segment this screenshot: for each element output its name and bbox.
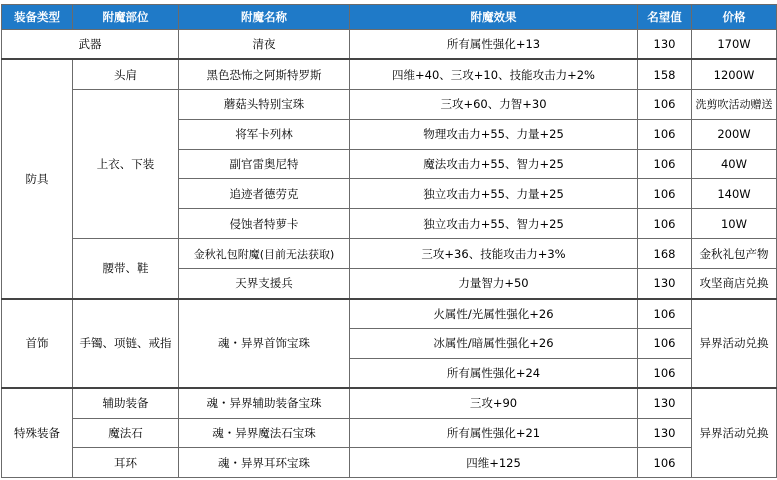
armor-type: 防具 xyxy=(2,59,73,298)
slot-top-bottom: 上衣、下装 xyxy=(73,89,179,238)
enchant-effect: 三攻+90 xyxy=(350,388,638,418)
price-value: 170W xyxy=(692,30,777,60)
enchant-name: 魂・异界辅助装备宝珠 xyxy=(179,388,350,418)
table-row xyxy=(2,239,777,269)
table-row xyxy=(2,448,777,478)
table-row xyxy=(2,299,777,329)
header-type: 装备类型 xyxy=(2,5,73,30)
enchant-name: 追迹者德劳克 xyxy=(179,179,350,209)
price-value: 10W xyxy=(692,209,777,239)
special-type: 特殊装备 xyxy=(2,388,73,478)
enchant-effect: 物理攻击力+55、力量+25 xyxy=(350,119,638,149)
header-slot: 附魔部位 xyxy=(73,5,179,30)
table-row xyxy=(2,89,777,119)
fame-value: 106 xyxy=(638,448,692,478)
enchant-effect: 所有属性强化+24 xyxy=(350,358,638,388)
slot-accessory: 手镯、项链、戒指 xyxy=(73,299,179,389)
fame-value: 106 xyxy=(638,119,692,149)
enchant-name: 将军卡列林 xyxy=(179,119,350,149)
enchant-name: 金秋礼包附魔(目前无法获取) xyxy=(179,239,350,269)
enchant-effect: 独立攻击力+55、智力+25 xyxy=(350,209,638,239)
fame-value: 168 xyxy=(638,239,692,269)
enchant-name: 副官雷奥尼特 xyxy=(179,149,350,179)
enchant-name: 黑色恐怖之阿斯特罗斯 xyxy=(179,59,350,89)
enchant-effect: 所有属性强化+13 xyxy=(350,30,638,60)
enchant-name: 蘑菇头特别宝珠 xyxy=(179,89,350,119)
price-value: 40W xyxy=(692,149,777,179)
slot-belt-shoes: 腰带、鞋 xyxy=(73,239,179,299)
enchant-effect: 冰属性/暗属性强化+26 xyxy=(350,328,638,358)
fame-value: 106 xyxy=(638,358,692,388)
enchant-name: 魂・异界耳环宝珠 xyxy=(179,448,350,478)
fame-value: 106 xyxy=(638,299,692,329)
price-value: 异界活动兑换 xyxy=(692,388,777,478)
price-value: 200W xyxy=(692,119,777,149)
fame-value: 130 xyxy=(638,30,692,60)
fame-value: 130 xyxy=(638,388,692,418)
price-value: 洗剪吹活动赠送 xyxy=(692,89,777,119)
enchant-name: 清夜 xyxy=(179,30,350,60)
price-value: 金秋礼包产物 xyxy=(692,239,777,269)
price-value: 异界活动兑换 xyxy=(692,299,777,389)
table-row xyxy=(2,59,777,89)
enchant-effect: 火属性/光属性强化+26 xyxy=(350,299,638,329)
enchant-table xyxy=(1,4,777,478)
slot-name: 魔法石 xyxy=(73,418,179,448)
table-row xyxy=(2,418,777,448)
header-name: 附魔名称 xyxy=(179,5,350,30)
accessory-type: 首饰 xyxy=(2,299,73,389)
enchant-effect: 四维+40、三攻+10、技能攻击力+2% xyxy=(350,59,638,89)
enchant-effect: 三攻+36、技能攻击力+3% xyxy=(350,239,638,269)
header-price: 价格 xyxy=(692,5,777,30)
enchant-name: 魂・异界首饰宝珠 xyxy=(179,299,350,389)
table-row-weapon xyxy=(2,30,777,60)
fame-value: 158 xyxy=(638,59,692,89)
slot-name: 辅助装备 xyxy=(73,388,179,418)
enchant-name: 天界支援兵 xyxy=(179,269,350,299)
enchant-effect: 三攻+60、力智+30 xyxy=(350,89,638,119)
fame-value: 106 xyxy=(638,328,692,358)
price-value: 1200W xyxy=(692,59,777,89)
price-value: 140W xyxy=(692,179,777,209)
enchant-effect: 独立攻击力+55、力量+25 xyxy=(350,179,638,209)
weapon-type: 武器 xyxy=(2,30,179,60)
table-row xyxy=(2,388,777,418)
fame-value: 106 xyxy=(638,149,692,179)
header-fame: 名望值 xyxy=(638,5,692,30)
fame-value: 130 xyxy=(638,269,692,299)
fame-value: 106 xyxy=(638,209,692,239)
header-row xyxy=(2,5,777,30)
enchant-name: 侵蚀者特萝卡 xyxy=(179,209,350,239)
header-effect: 附魔效果 xyxy=(350,5,638,30)
price-value: 攻坚商店兑换 xyxy=(692,269,777,299)
enchant-effect: 所有属性强化+21 xyxy=(350,418,638,448)
enchant-effect: 力量智力+50 xyxy=(350,269,638,299)
fame-value: 106 xyxy=(638,89,692,119)
enchant-effect: 魔法攻击力+55、智力+25 xyxy=(350,149,638,179)
slot-head: 头肩 xyxy=(73,59,179,89)
fame-value: 106 xyxy=(638,179,692,209)
enchant-effect: 四维+125 xyxy=(350,448,638,478)
fame-value: 130 xyxy=(638,418,692,448)
slot-name: 耳环 xyxy=(73,448,179,478)
enchant-name: 魂・异界魔法石宝珠 xyxy=(179,418,350,448)
